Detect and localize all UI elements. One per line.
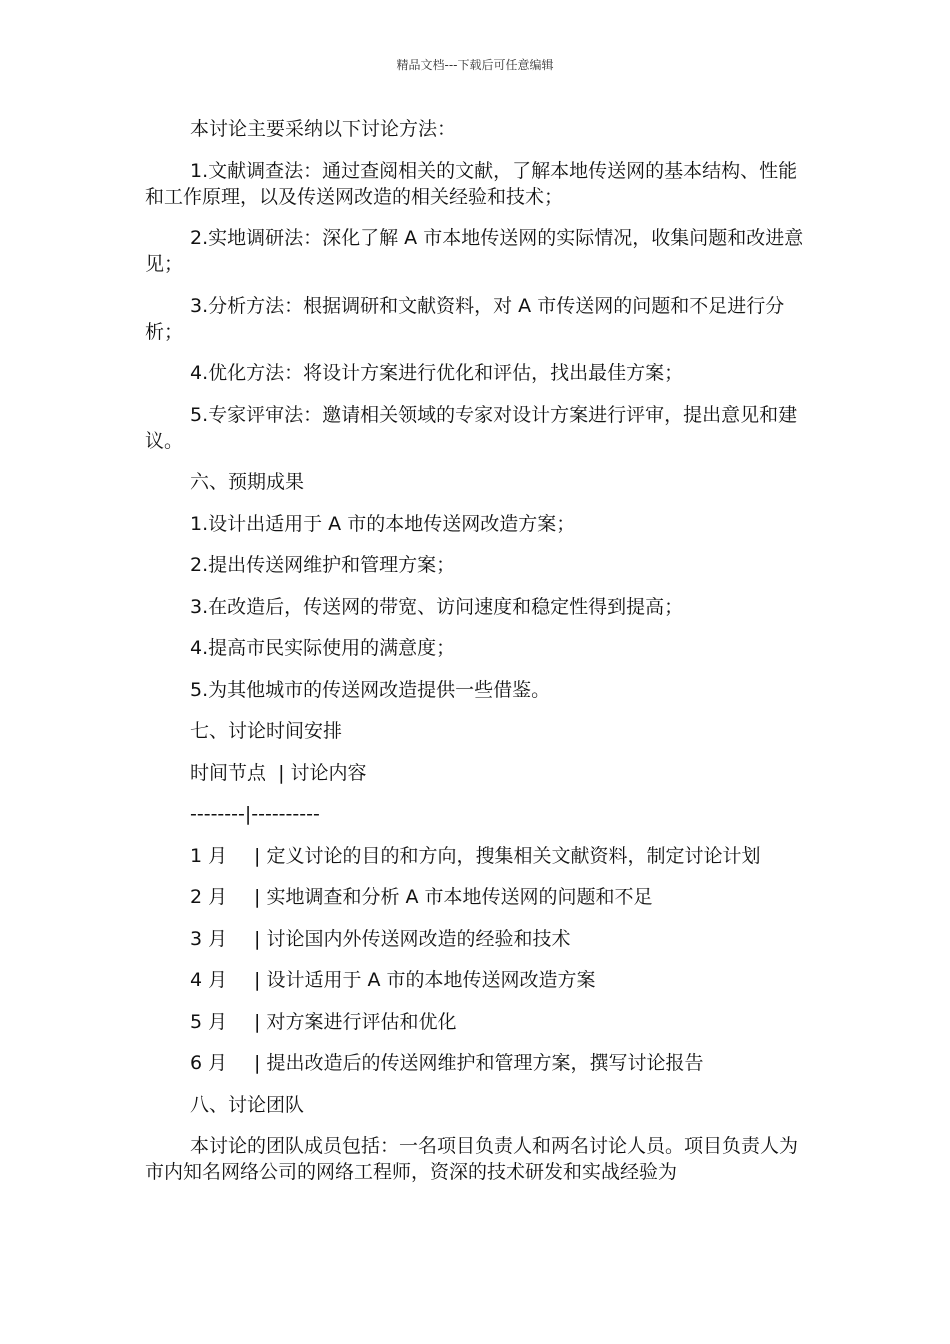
schedule-row: [145, 967, 810, 993]
method-optimization: 4.优化方法：将设计方案进行优化和评估，找出最佳方案；: [190, 362, 684, 384]
result-item-4: 4.提高市民实际使用的满意度；: [190, 637, 456, 659]
method-field-research: 2.实地调研法：深化了解 A 市本地传送网的实际情况，收集问题和改进意见；: [145, 227, 804, 275]
document-body: [145, 116, 810, 1201]
schedule-header: 时间节点 | 讨论内容: [190, 761, 367, 784]
section-heading-team: 八、讨论团队: [190, 1093, 305, 1116]
result-item-3: 3.在改造后，传送网的带宽、访问速度和稳定性得到提高；: [190, 595, 684, 618]
schedule-content: | 实地调查和分析 A 市本地传送网的问题和不足: [254, 886, 653, 908]
schedule-row: [145, 843, 810, 869]
schedule-row: [145, 926, 810, 952]
schedule-month: 1 月: [190, 844, 228, 867]
result-item-5: 5.为其他城市的传送网改造提供一些借鉴。: [190, 678, 551, 701]
schedule-month: 4 月: [190, 969, 228, 991]
schedule-row: [145, 1050, 810, 1076]
result-item-2: 2.提出传送网维护和管理方案；: [190, 554, 456, 576]
method-expert-review: 5.专家评审法：邀请相关领域的专家对设计方案进行评审，提出意见和建议。: [145, 403, 798, 452]
intro-paragraph: 本讨论主要采纳以下讨论方法：: [190, 118, 457, 140]
method-analysis: 3.分析方法：根据调研和文献资料，对 A 市传送网的问题和不足进行分析；: [145, 294, 785, 343]
method-literature: 1.文献调查法：通过查阅相关的文献，了解本地传送网的基本结构、性能和工作原理，以及传送网改造的相关经验和技术；: [145, 159, 798, 208]
schedule-separator: --------|----------: [190, 803, 320, 825]
schedule-row: [145, 884, 810, 910]
result-item-1: 1.设计出适用于 A 市的本地传送网改造方案；: [190, 512, 576, 535]
schedule-content: | 定义讨论的目的和方向，搜集相关文献资料，制定讨论计划: [254, 844, 761, 867]
schedule-row: [145, 1009, 810, 1035]
schedule-content: | 对方案进行评估和优化: [254, 1010, 457, 1033]
page-header: 精品文档---下载后可任意编辑: [396, 58, 554, 72]
schedule-month: 5 月: [190, 1010, 228, 1033]
team-paragraph: 本讨论的团队成员包括：一名项目负责人和两名讨论人员。项目负责人为市内知名网络公司的网络工程师，资深的技术研发和实战经验为: [145, 1135, 799, 1183]
schedule-content: | 提出改造后的传送网维护和管理方案，撰写讨论报告: [254, 1052, 704, 1074]
schedule-month: 3 月: [190, 927, 228, 950]
schedule-month: 6 月: [190, 1052, 228, 1074]
section-heading-schedule: 七、讨论时间安排: [190, 720, 343, 742]
section-heading-expected-results: 六、预期成果: [190, 471, 305, 493]
schedule-content: | 讨论国内外传送网改造的经验和技术: [254, 927, 571, 950]
schedule-content: | 设计适用于 A 市的本地传送网改造方案: [254, 969, 596, 991]
schedule-month: 2 月: [190, 886, 228, 908]
